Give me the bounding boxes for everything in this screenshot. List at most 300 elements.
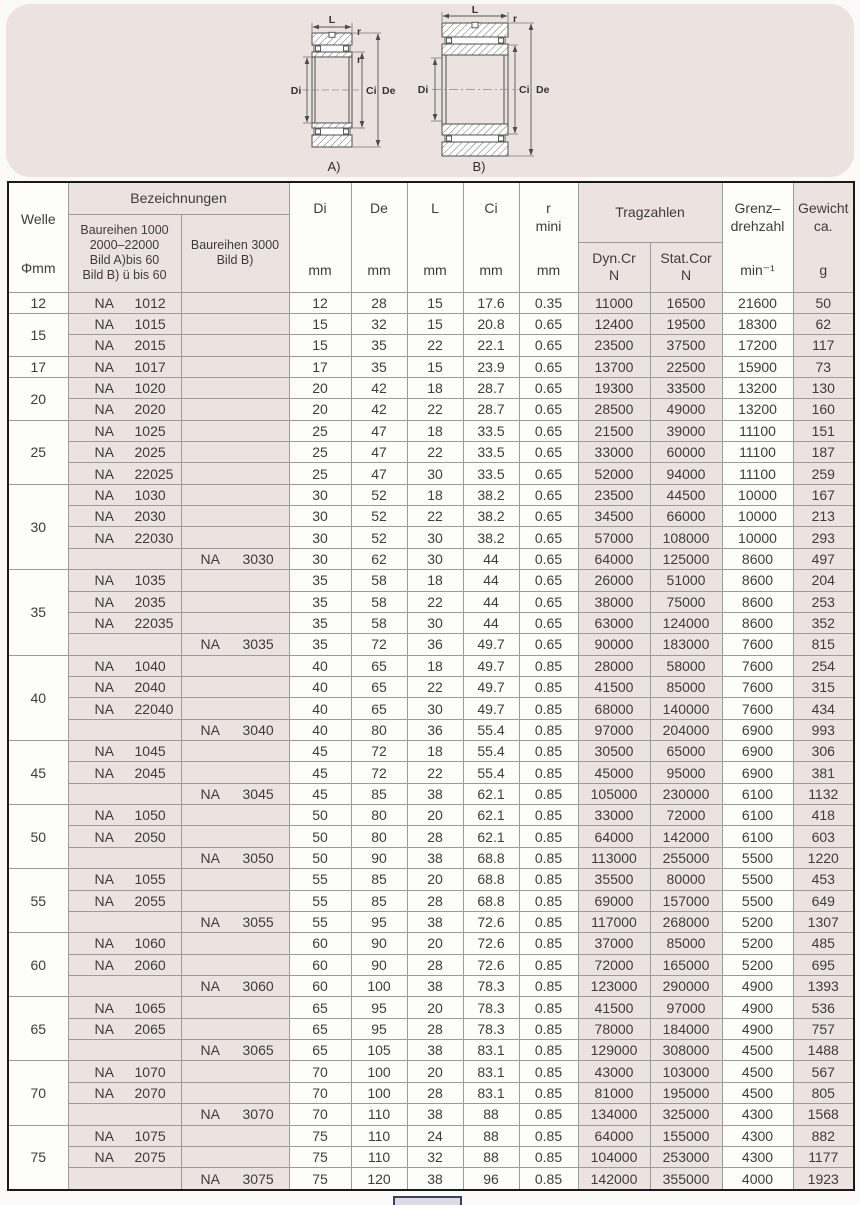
l-cell: 36 xyxy=(407,634,463,655)
stat-cor-cell: 49000 xyxy=(650,399,722,420)
di-cell: 65 xyxy=(289,1018,351,1039)
designation-1000-cell xyxy=(68,377,181,398)
de-cell: 85 xyxy=(351,869,407,890)
dyn-cr-cell: 134000 xyxy=(578,1104,650,1125)
di-cell: 40 xyxy=(289,676,351,697)
designation-1000-cell xyxy=(68,762,181,783)
stat-cor-cell: 51000 xyxy=(650,570,722,591)
designation-1000-cell xyxy=(68,741,181,762)
stat-cor-cell: 230000 xyxy=(650,783,722,804)
de-cell: 110 xyxy=(351,1146,407,1167)
dyn-cr-cell: 23500 xyxy=(578,335,650,356)
designation-number: 3050 xyxy=(242,850,274,867)
r-mini-cell: 0.65 xyxy=(519,506,578,527)
dim-r-label-a: r xyxy=(357,26,362,38)
r-mini-cell: 0.85 xyxy=(519,655,578,676)
designation-prefix: NA xyxy=(94,486,114,503)
grenzdrehzahl-cell: 4500 xyxy=(722,1061,793,1082)
r-mini-cell: 0.85 xyxy=(519,826,578,847)
designation-1000-cell xyxy=(68,442,181,463)
grenzdrehzahl-cell: 4900 xyxy=(722,976,793,997)
grenzdrehzahl-cell: 13200 xyxy=(722,377,793,398)
de-cell: 32 xyxy=(351,313,407,334)
l-cell: 30 xyxy=(407,527,463,548)
header-grenzdrehzahl xyxy=(722,182,793,292)
stat-cor-cell: 155000 xyxy=(650,1125,722,1146)
designation-1000-cell xyxy=(68,1168,181,1190)
r-mini-cell: 0.85 xyxy=(519,997,578,1018)
di-cell: 75 xyxy=(289,1125,351,1146)
designation-number: 2055 xyxy=(134,892,166,909)
ci-cell: 62.1 xyxy=(463,826,519,847)
ci-cell: 38.2 xyxy=(463,484,519,505)
designation-3000-cell xyxy=(181,826,289,847)
designation-prefix: NA xyxy=(94,294,114,311)
dyn-cr-cell: 90000 xyxy=(578,634,650,655)
designation-3000-cell xyxy=(181,612,289,633)
gewicht-cell: 815 xyxy=(793,634,854,655)
de-cell: 110 xyxy=(351,1125,407,1146)
r-mini-cell: 0.65 xyxy=(519,356,578,377)
l-cell: 22 xyxy=(407,442,463,463)
designation-1000-cell xyxy=(68,997,181,1018)
r-mini-cell: 0.35 xyxy=(519,292,578,313)
stat-cor-cell: 268000 xyxy=(650,911,722,932)
ci-cell: 88 xyxy=(463,1104,519,1125)
grenzdrehzahl-cell: 10000 xyxy=(722,506,793,527)
de-cell: 85 xyxy=(351,890,407,911)
designation-1000-cell xyxy=(68,292,181,313)
stat-cor-cell: 60000 xyxy=(650,442,722,463)
designation-3000-cell xyxy=(181,997,289,1018)
dyn-cr-line2: N xyxy=(608,267,620,283)
stat-cor-cell: 22500 xyxy=(650,356,722,377)
di-cell: 50 xyxy=(289,805,351,826)
designation-prefix: NA xyxy=(200,850,220,867)
grenzdrehzahl-cell: 8600 xyxy=(722,591,793,612)
de-cell: 47 xyxy=(351,442,407,463)
designation-prefix: NA xyxy=(94,422,114,439)
header-di-label: Di xyxy=(313,200,327,216)
stat-cor-cell: 97000 xyxy=(650,997,722,1018)
designation-number: 2035 xyxy=(134,593,166,610)
dyn-cr-cell: 38000 xyxy=(578,591,650,612)
designation-1000-cell xyxy=(68,1104,181,1125)
r-mini-cell: 0.85 xyxy=(519,741,578,762)
designation-number: 2045 xyxy=(134,764,166,781)
dyn-cr-cell: 57000 xyxy=(578,527,650,548)
designation-1000-cell xyxy=(68,420,181,441)
stat-cor-cell: 19500 xyxy=(650,313,722,334)
stat-cor-cell: 75000 xyxy=(650,591,722,612)
designation-3000-cell xyxy=(181,698,289,719)
designation-prefix: NA xyxy=(94,1149,114,1166)
di-cell: 40 xyxy=(289,655,351,676)
designation-prefix: NA xyxy=(94,871,114,888)
dyn-cr-cell: 30500 xyxy=(578,741,650,762)
gewicht-cell: 757 xyxy=(793,1018,854,1039)
header-de xyxy=(351,182,407,292)
di-cell: 12 xyxy=(289,292,351,313)
table-row xyxy=(8,783,854,804)
dyn-cr-cell: 35500 xyxy=(578,869,650,890)
ci-cell: 44 xyxy=(463,548,519,569)
grenzdrehzahl-cell: 5200 xyxy=(722,954,793,975)
header-r-unit: mm xyxy=(536,261,561,278)
ci-cell: 28.7 xyxy=(463,399,519,420)
designation-number: 1025 xyxy=(134,422,166,439)
designation-prefix: NA xyxy=(200,914,220,931)
stat-cor-cell: 204000 xyxy=(650,719,722,740)
designation-prefix: NA xyxy=(200,1042,220,1059)
dyn-cr-cell: 34500 xyxy=(578,506,650,527)
stat-cor-cell: 72000 xyxy=(650,805,722,826)
dim-r-inner-label-a: r xyxy=(357,54,362,66)
designation-prefix: NA xyxy=(94,828,114,845)
designation-number: 3075 xyxy=(242,1170,274,1187)
designation-number: 22035 xyxy=(134,615,174,632)
designation-3000-cell xyxy=(181,1061,289,1082)
header-baureihen-3000 xyxy=(181,214,289,292)
header-di xyxy=(289,182,351,292)
designation-prefix: NA xyxy=(200,550,220,567)
designation-number: 1030 xyxy=(134,486,166,503)
designation-1000-cell xyxy=(68,1018,181,1039)
designation-3000-cell xyxy=(181,869,289,890)
designation-number: 2075 xyxy=(134,1149,166,1166)
grenzdrehzahl-cell: 8600 xyxy=(722,570,793,591)
welle-cell: 20 xyxy=(8,377,68,420)
dim-de-label-a: De xyxy=(382,85,396,97)
grenzdrehzahl-cell: 6100 xyxy=(722,826,793,847)
baureihen-1000-line4: Bild B) ü bis 60 xyxy=(82,268,167,283)
designation-1000-cell xyxy=(68,356,181,377)
r-mini-cell: 0.85 xyxy=(519,954,578,975)
designation-1000-cell xyxy=(68,527,181,548)
bearing-b-drawing xyxy=(418,4,550,174)
dyn-cr-cell: 23500 xyxy=(578,484,650,505)
designation-1000-cell xyxy=(68,890,181,911)
table-row xyxy=(8,1125,854,1146)
designation-number: 3070 xyxy=(242,1106,274,1123)
designation-number: 1065 xyxy=(134,999,166,1016)
l-cell: 18 xyxy=(407,570,463,591)
l-cell: 20 xyxy=(407,997,463,1018)
r-mini-cell: 0.85 xyxy=(519,1082,578,1103)
de-cell: 95 xyxy=(351,997,407,1018)
header-grenz-line1: Grenz– xyxy=(734,200,781,216)
r-mini-cell: 0.85 xyxy=(519,762,578,783)
designation-1000-cell xyxy=(68,506,181,527)
dyn-cr-line1: Dyn.Cr xyxy=(592,249,636,266)
table-row xyxy=(8,335,854,356)
r-mini-cell: 0.85 xyxy=(519,1104,578,1125)
designation-3000-cell xyxy=(181,570,289,591)
designation-3000-cell xyxy=(181,1018,289,1039)
table-row xyxy=(8,548,854,569)
table-row xyxy=(8,1082,854,1103)
table-row xyxy=(8,997,854,1018)
gewicht-cell: 62 xyxy=(793,313,854,334)
dyn-cr-cell: 117000 xyxy=(578,911,650,932)
de-cell: 100 xyxy=(351,976,407,997)
gewicht-cell: 485 xyxy=(793,933,854,954)
ci-cell: 78.3 xyxy=(463,976,519,997)
designation-number: 1045 xyxy=(134,743,166,760)
dyn-cr-cell: 21500 xyxy=(578,420,650,441)
designation-number: 1035 xyxy=(134,572,166,589)
header-r-mini-label: mini xyxy=(535,217,562,234)
di-cell: 20 xyxy=(289,399,351,420)
designation-number: 1017 xyxy=(134,358,166,375)
stat-cor-cell: 66000 xyxy=(650,506,722,527)
table-header xyxy=(8,182,854,292)
welle-cell: 35 xyxy=(8,570,68,655)
grenzdrehzahl-cell: 15900 xyxy=(722,356,793,377)
r-mini-cell: 0.65 xyxy=(519,313,578,334)
gewicht-cell: 160 xyxy=(793,399,854,420)
grenzdrehzahl-cell: 18300 xyxy=(722,313,793,334)
grenzdrehzahl-cell: 4000 xyxy=(722,1168,793,1190)
designation-number: 2065 xyxy=(134,1020,166,1037)
ci-cell: 49.7 xyxy=(463,634,519,655)
header-gewicht xyxy=(793,182,854,292)
table-row xyxy=(8,698,854,719)
de-cell: 90 xyxy=(351,933,407,954)
ci-cell: 49.7 xyxy=(463,698,519,719)
designation-number: 1050 xyxy=(134,807,166,824)
gewicht-cell: 306 xyxy=(793,741,854,762)
ci-cell: 62.1 xyxy=(463,805,519,826)
grenzdrehzahl-cell: 5500 xyxy=(722,847,793,868)
designation-1000-cell xyxy=(68,911,181,932)
gewicht-cell: 805 xyxy=(793,1082,854,1103)
di-cell: 17 xyxy=(289,356,351,377)
header-tragzahlen: Tragzahlen xyxy=(578,182,722,242)
di-cell: 35 xyxy=(289,570,351,591)
de-cell: 65 xyxy=(351,676,407,697)
designation-3000-cell xyxy=(181,356,289,377)
designation-prefix: NA xyxy=(200,1106,220,1123)
designation-prefix: NA xyxy=(94,999,114,1016)
de-cell: 80 xyxy=(351,826,407,847)
header-welle xyxy=(8,182,68,292)
designation-3000-cell xyxy=(181,442,289,463)
designation-3000-cell xyxy=(181,1104,289,1125)
designation-3000-cell xyxy=(181,676,289,697)
ci-cell: 33.5 xyxy=(463,442,519,463)
di-cell: 70 xyxy=(289,1104,351,1125)
header-gewicht-line1: Gewicht xyxy=(797,200,849,216)
designation-number: 1015 xyxy=(134,316,166,333)
r-mini-cell: 0.65 xyxy=(519,420,578,441)
di-cell: 60 xyxy=(289,933,351,954)
dyn-cr-cell: 43000 xyxy=(578,1061,650,1082)
designation-prefix: NA xyxy=(94,465,114,482)
designation-number: 3030 xyxy=(242,550,274,567)
table-row xyxy=(8,890,854,911)
table-row xyxy=(8,933,854,954)
designation-1000-cell xyxy=(68,698,181,719)
ci-cell: 44 xyxy=(463,591,519,612)
ci-cell: 28.7 xyxy=(463,377,519,398)
designation-number: 3060 xyxy=(242,978,274,995)
dim-de-label-b: De xyxy=(536,84,550,96)
r-mini-cell: 0.65 xyxy=(519,463,578,484)
de-cell: 35 xyxy=(351,356,407,377)
stat-cor-cell: 255000 xyxy=(650,847,722,868)
ci-cell: 44 xyxy=(463,570,519,591)
grenzdrehzahl-cell: 4300 xyxy=(722,1146,793,1167)
l-cell: 22 xyxy=(407,762,463,783)
welle-cell: 70 xyxy=(8,1061,68,1125)
designation-number: 2020 xyxy=(134,401,166,418)
welle-cell: 30 xyxy=(8,484,68,569)
designation-1000-cell xyxy=(68,399,181,420)
designation-prefix: NA xyxy=(94,401,114,418)
table-row xyxy=(8,570,854,591)
grenzdrehzahl-cell: 8600 xyxy=(722,548,793,569)
grenzdrehzahl-cell: 7600 xyxy=(722,634,793,655)
designation-1000-cell xyxy=(68,570,181,591)
dim-ci-label-a: Ci xyxy=(366,85,377,97)
designation-3000-cell xyxy=(181,719,289,740)
gewicht-cell: 1488 xyxy=(793,1040,854,1061)
welle-cell: 65 xyxy=(8,997,68,1061)
stat-cor-cell: 39000 xyxy=(650,420,722,441)
table-row xyxy=(8,356,854,377)
ci-cell: 68.8 xyxy=(463,890,519,911)
gewicht-cell: 882 xyxy=(793,1125,854,1146)
de-cell: 42 xyxy=(351,377,407,398)
l-cell: 20 xyxy=(407,933,463,954)
gewicht-cell: 352 xyxy=(793,612,854,633)
baureihen-1000-line2: 2000–22000 xyxy=(89,237,160,252)
gewicht-cell: 259 xyxy=(793,463,854,484)
dyn-cr-cell: 64000 xyxy=(578,548,650,569)
de-cell: 100 xyxy=(351,1082,407,1103)
header-di-unit: mm xyxy=(308,261,332,278)
table-row xyxy=(8,954,854,975)
table-row xyxy=(8,506,854,527)
designation-prefix: NA xyxy=(94,764,114,781)
l-cell: 18 xyxy=(407,484,463,505)
designation-1000-cell xyxy=(68,548,181,569)
ci-cell: 23.9 xyxy=(463,356,519,377)
gewicht-cell: 213 xyxy=(793,506,854,527)
header-ci-label: Ci xyxy=(484,200,498,216)
gewicht-cell: 497 xyxy=(793,548,854,569)
grenzdrehzahl-cell: 4300 xyxy=(722,1104,793,1125)
grenzdrehzahl-cell: 6100 xyxy=(722,783,793,804)
table-row xyxy=(8,741,854,762)
header-l-label: L xyxy=(431,200,439,216)
ci-cell: 88 xyxy=(463,1125,519,1146)
de-cell: 65 xyxy=(351,655,407,676)
dyn-cr-cell: 13700 xyxy=(578,356,650,377)
designation-prefix: NA xyxy=(94,700,114,717)
ci-cell: 83.1 xyxy=(463,1061,519,1082)
designation-1000-cell xyxy=(68,1040,181,1061)
designation-3000-cell xyxy=(181,399,289,420)
dyn-cr-cell: 28500 xyxy=(578,399,650,420)
designation-1000-cell xyxy=(68,976,181,997)
designation-prefix: NA xyxy=(94,615,114,632)
table-row xyxy=(8,442,854,463)
header-ci xyxy=(463,182,519,292)
designation-prefix: NA xyxy=(200,978,220,995)
table-row xyxy=(8,1104,854,1125)
stat-cor-cell: 325000 xyxy=(650,1104,722,1125)
l-cell: 38 xyxy=(407,911,463,932)
stat-cor-cell: 125000 xyxy=(650,548,722,569)
gewicht-cell: 50 xyxy=(793,292,854,313)
ci-cell: 96 xyxy=(463,1168,519,1190)
r-mini-cell: 0.65 xyxy=(519,634,578,655)
header-gewicht-unit: g xyxy=(819,261,828,278)
dyn-cr-cell: 41500 xyxy=(578,676,650,697)
di-cell: 70 xyxy=(289,1061,351,1082)
header-gewicht-line2: ca. xyxy=(813,217,833,234)
designation-1000-cell xyxy=(68,783,181,804)
designation-1000-cell xyxy=(68,805,181,826)
l-cell: 22 xyxy=(407,591,463,612)
l-cell: 38 xyxy=(407,1104,463,1125)
stat-cor-cell: 108000 xyxy=(650,527,722,548)
welle-cell: 55 xyxy=(8,869,68,933)
de-cell: 105 xyxy=(351,1040,407,1061)
designation-prefix: NA xyxy=(94,956,114,973)
l-cell: 38 xyxy=(407,1040,463,1061)
designation-3000-cell xyxy=(181,463,289,484)
designation-3000-cell xyxy=(181,890,289,911)
designation-3000-cell xyxy=(181,1168,289,1190)
designation-1000-cell xyxy=(68,933,181,954)
de-cell: 90 xyxy=(351,847,407,868)
header-welle-label: Welle xyxy=(20,211,56,227)
gewicht-cell: 293 xyxy=(793,527,854,548)
header-l xyxy=(407,182,463,292)
designation-1000-cell xyxy=(68,1125,181,1146)
designation-3000-cell xyxy=(181,911,289,932)
di-cell: 35 xyxy=(289,612,351,633)
designation-prefix: NA xyxy=(94,1084,114,1101)
l-cell: 15 xyxy=(407,313,463,334)
table-row xyxy=(8,1061,854,1082)
ci-cell: 55.4 xyxy=(463,762,519,783)
dyn-cr-cell: 104000 xyxy=(578,1146,650,1167)
l-cell: 18 xyxy=(407,377,463,398)
header-de-unit: mm xyxy=(367,261,391,278)
gewicht-cell: 315 xyxy=(793,676,854,697)
stat-cor-cell: 140000 xyxy=(650,698,722,719)
di-cell: 50 xyxy=(289,847,351,868)
stat-cor-cell: 65000 xyxy=(650,741,722,762)
table-row xyxy=(8,762,854,783)
l-cell: 30 xyxy=(407,548,463,569)
dim-l-label-b: L xyxy=(471,4,479,16)
ci-cell: 44 xyxy=(463,612,519,633)
de-cell: 85 xyxy=(351,783,407,804)
de-cell: 52 xyxy=(351,506,407,527)
l-cell: 36 xyxy=(407,719,463,740)
gewicht-cell: 204 xyxy=(793,570,854,591)
designation-3000-cell xyxy=(181,377,289,398)
dyn-cr-cell: 78000 xyxy=(578,1018,650,1039)
designation-3000-cell xyxy=(181,484,289,505)
table-row xyxy=(8,911,854,932)
l-cell: 15 xyxy=(407,292,463,313)
